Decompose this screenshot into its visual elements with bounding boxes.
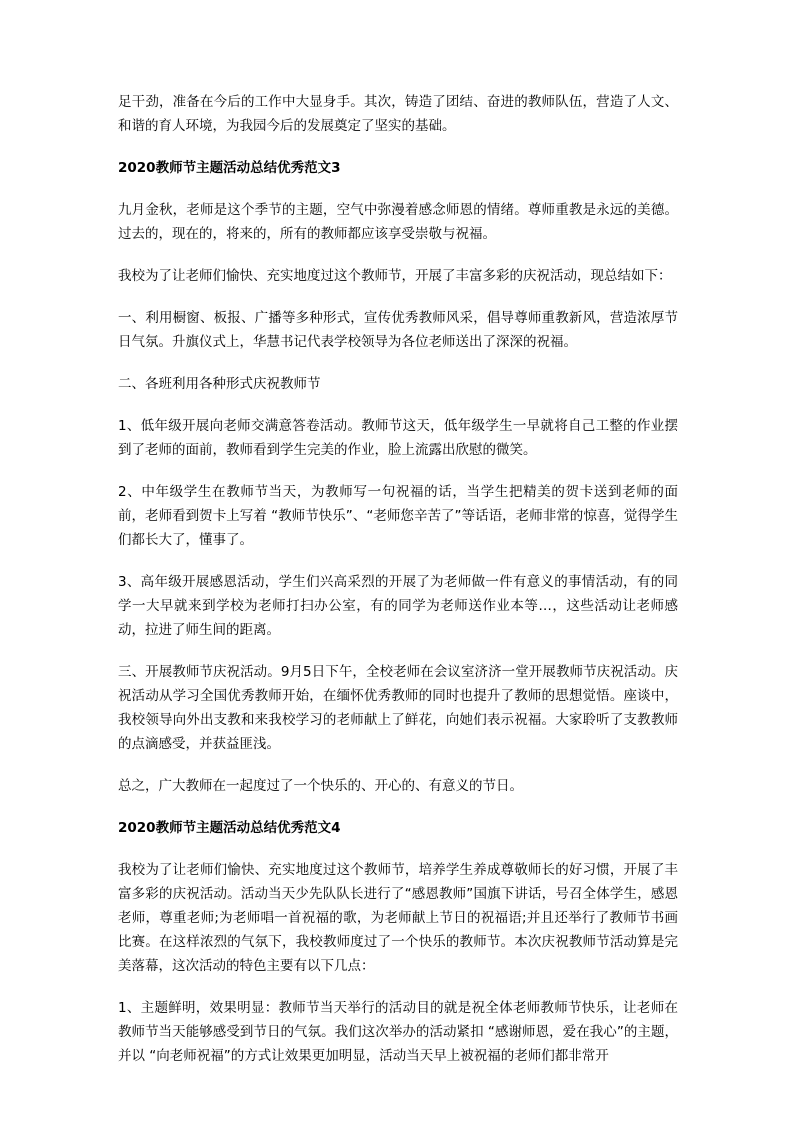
paragraph: 我校为了让老师们愉快、充实地度过这个教师节，培养学生养成尊敬师长的好习惯，开展了丰富多彩的庆祝活动。活动当天少先队队长进行了“感恩教师”国旗下讲话，号召全体学生，感恩老师，尊重老师;为老师唱一首祝福的歌，为老师献上节日的祝福语;并且还举行了教师节书画比赛。在这样浓烈的气氛下，我校教师度过了一个快乐的教师节。本次庆祝教师节活动算是完美落幕，这次活动的特色主要有以下几点： [118,862,678,974]
paragraph: 2、中年级学生在教师节当天，为教师写一句祝福的话，当学生把精美的贺卡送到老师的面前，老师看到贺卡上写着 “教师节快乐”、“老师您辛苦了”等话语，老师非常的惊喜，觉得学生们都长大了，懂事了。 [118,484,678,548]
paragraph: 总之，广大教师在一起度过了一个快乐的、开心的、有意义的节日。 [118,778,523,794]
paragraph: 1、低年级开展向老师交满意答卷活动。教师节这天，低年级学生一早就将自己工整的作业摆到了老师的面前，教师看到学生完美的作业，脸上流露出欣慰的微笑。 [118,418,678,458]
section-heading: 2020教师节主题活动总结优秀范文3 [118,160,341,176]
document-page [118,90,678,1086]
paragraph: 二、各班利用各种形式庆祝教师节 [118,376,321,392]
paragraph: 九月金秋，老师是这个季节的主题，空气中弥漫着感念师恩的情绪。尊师重教是永远的美德。过去的，现在的，将来的，所有的教师都应该享受崇敬与祝福。 [118,202,678,242]
section-heading: 2020教师节主题活动总结优秀范文4 [118,820,341,836]
paragraph: 一、利用橱窗、板报、广播等多种形式，宣传优秀教师风采，倡导尊师重教新风，营造浓厚节日气氛。升旗仪式上，华慧书记代表学校领导为各位老师送出了深深的祝福。 [118,310,678,350]
paragraph: 3、高年级开展感恩活动，学生们兴高采烈的开展了为老师做一件有意义的事情活动，有的同学一大早就来到学校为老师打扫办公室，有的同学为老师送作业本等…，这些活动让老师感动，拉进了师生间的距离。 [118,574,678,638]
paragraph: 三、开展教师节庆祝活动。9月5日下午，全校老师在会议室济济一堂开展教师节庆祝活动。庆祝活动从学习全国优秀教师开始，在缅怀优秀教师的同时也提升了教师的思想觉悟。座谈中，我校领导向外出支教和来我校学习的老师献上了鲜花，向她们表示祝福。大家聆听了支教教师的点滴感受，并获益匪浅。 [118,664,678,752]
paragraph: 足干劲，准备在今后的工作中大显身手。其次，铸造了团结、奋进的教师队伍，营造了人文、和谐的育人环境，为我园今后的发展奠定了坚实的基础。 [118,94,678,134]
paragraph: 我校为了让老师们愉快、充实地度过这个教师节，开展了丰富多彩的庆祝活动，现总结如下： [118,268,672,284]
paragraph: 1、主题鲜明，效果明显：教师节当天举行的活动目的就是祝全体老师教师节快乐，让老师在教师节当天能够感受到节日的气氛。我们这次举办的活动紧扣 “感谢师恩，爱在我心”的主题，并以 “向老师祝福”的方式让效果更加明显，活动当天早上被祝福的老师们都非常开 [118,1000,678,1064]
